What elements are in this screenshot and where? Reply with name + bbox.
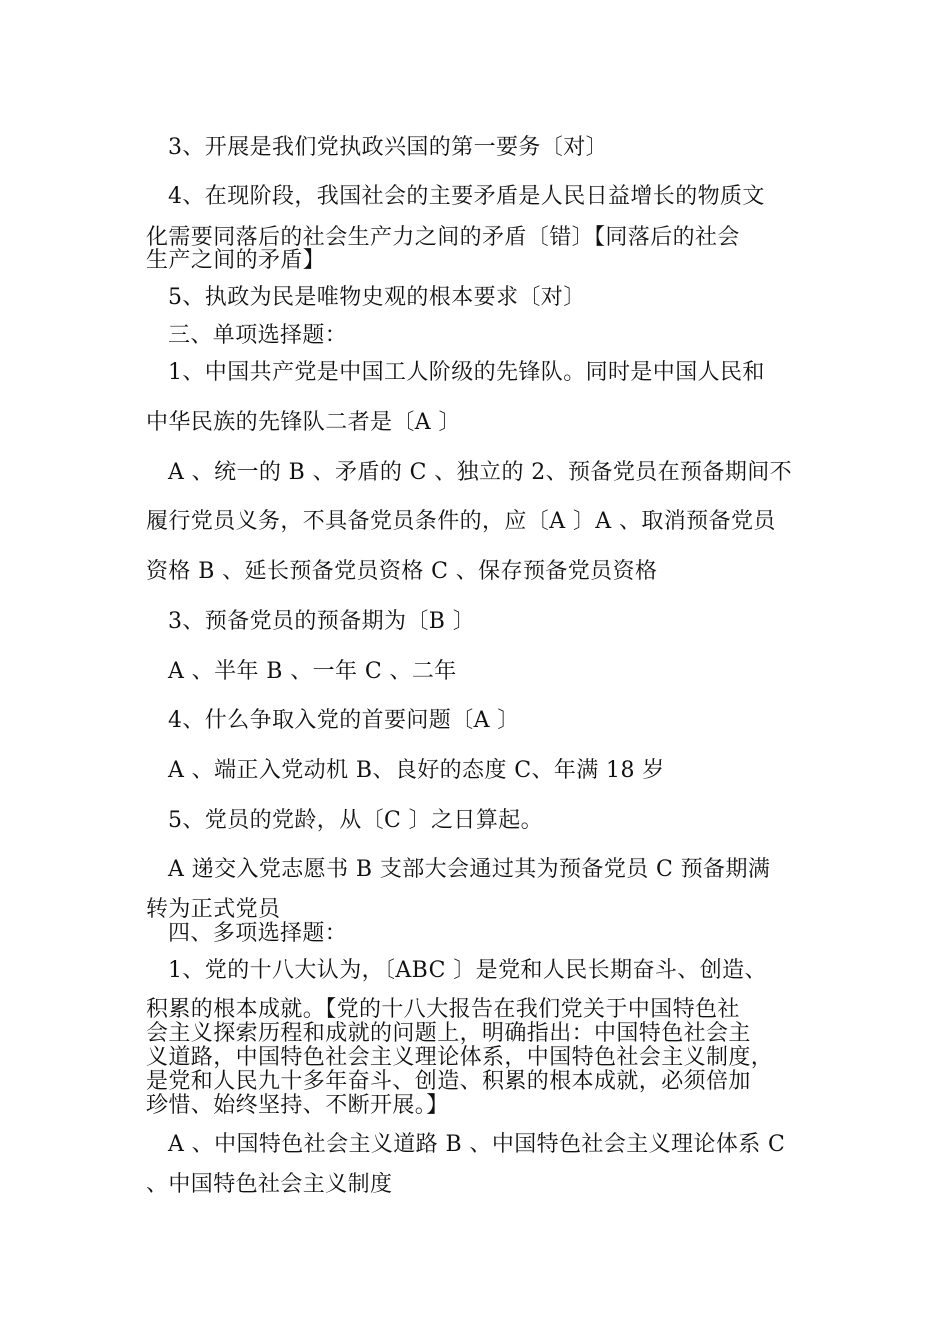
paragraph-line: 、中国特色社会主义制度 [146, 1172, 393, 1197]
paragraph-line: 生产之间的矛盾】 [146, 248, 326, 273]
paragraph-line: 1、党的十八大认为，〔ABC 〕是党和人民长期奋斗、创造、 [168, 958, 767, 983]
paragraph-line: 积累的根本成就。【党的十八大报告在我们党关于中国特色社 [146, 997, 740, 1022]
section-heading: 三、单项选择题： [168, 323, 348, 348]
paragraph-line: 5、党员的党龄，从〔C 〕之日算起。 [168, 808, 544, 833]
paragraph-line: A 、统一的 B 、矛盾的 C 、独立的 2、预备党员在预备期间不 [168, 460, 793, 485]
paragraph-line: A 、半年 B 、一年 C 、二年 [168, 659, 457, 684]
paragraph-line: 3、预备党员的预备期为〔B 〕 [168, 609, 476, 634]
paragraph-line: 4、在现阶段，我国社会的主要矛盾是人民日益增长的物质文 [168, 184, 765, 209]
paragraph-line: 化需要同落后的社会生产力之间的矛盾〔错〕【同落后的社会 [146, 225, 740, 250]
paragraph-line: A 、中国特色社会主义道路 B 、中国特色社会主义理论体系 C [168, 1132, 786, 1157]
paragraph-line: 中华民族的先锋队二者是〔A 〕 [146, 410, 461, 435]
paragraph-line: 转为正式党员 [146, 897, 281, 922]
paragraph-line: 珍惜、始终坚持、不断开展。】 [146, 1093, 449, 1118]
paragraph-line: A 递交入党志愿书 B 支部大会通过其为预备党员 C 预备期满 [168, 857, 771, 882]
paragraph-line: 是党和人民九十多年奋斗、创造、积累的根本成就，必须倍加 [146, 1069, 751, 1094]
paragraph-line: 义道路，中国特色社会主义理论体系，中国特色社会主义制度， [146, 1045, 774, 1070]
paragraph-line: A 、端正入党动机 B、良好的态度 C、年满 18 岁 [168, 758, 665, 783]
paragraph-line: 会主义探索历程和成就的问题上，明确指出：中国特色社会主 [146, 1021, 751, 1046]
section-heading: 四、多项选择题： [168, 921, 348, 946]
paragraph-line: 1、中国共产党是中国工人阶级的先锋队。同时是中国人民和 [168, 360, 765, 385]
paragraph-line: 5、执政为民是唯物史观的根本要求〔对〕 [168, 285, 586, 310]
paragraph-line: 履行党员义务，不具备党员条件的，应〔A 〕A 、取消预备党员 [146, 509, 776, 534]
paragraph-line: 3、开展是我们党执政兴国的第一要务〔对〕 [168, 135, 608, 160]
paragraph-line: 4、什么争取入党的首要问题〔A 〕 [168, 708, 520, 733]
paragraph-line: 资格 B 、延长预备党员资格 C 、保存预备党员资格 [146, 559, 658, 584]
